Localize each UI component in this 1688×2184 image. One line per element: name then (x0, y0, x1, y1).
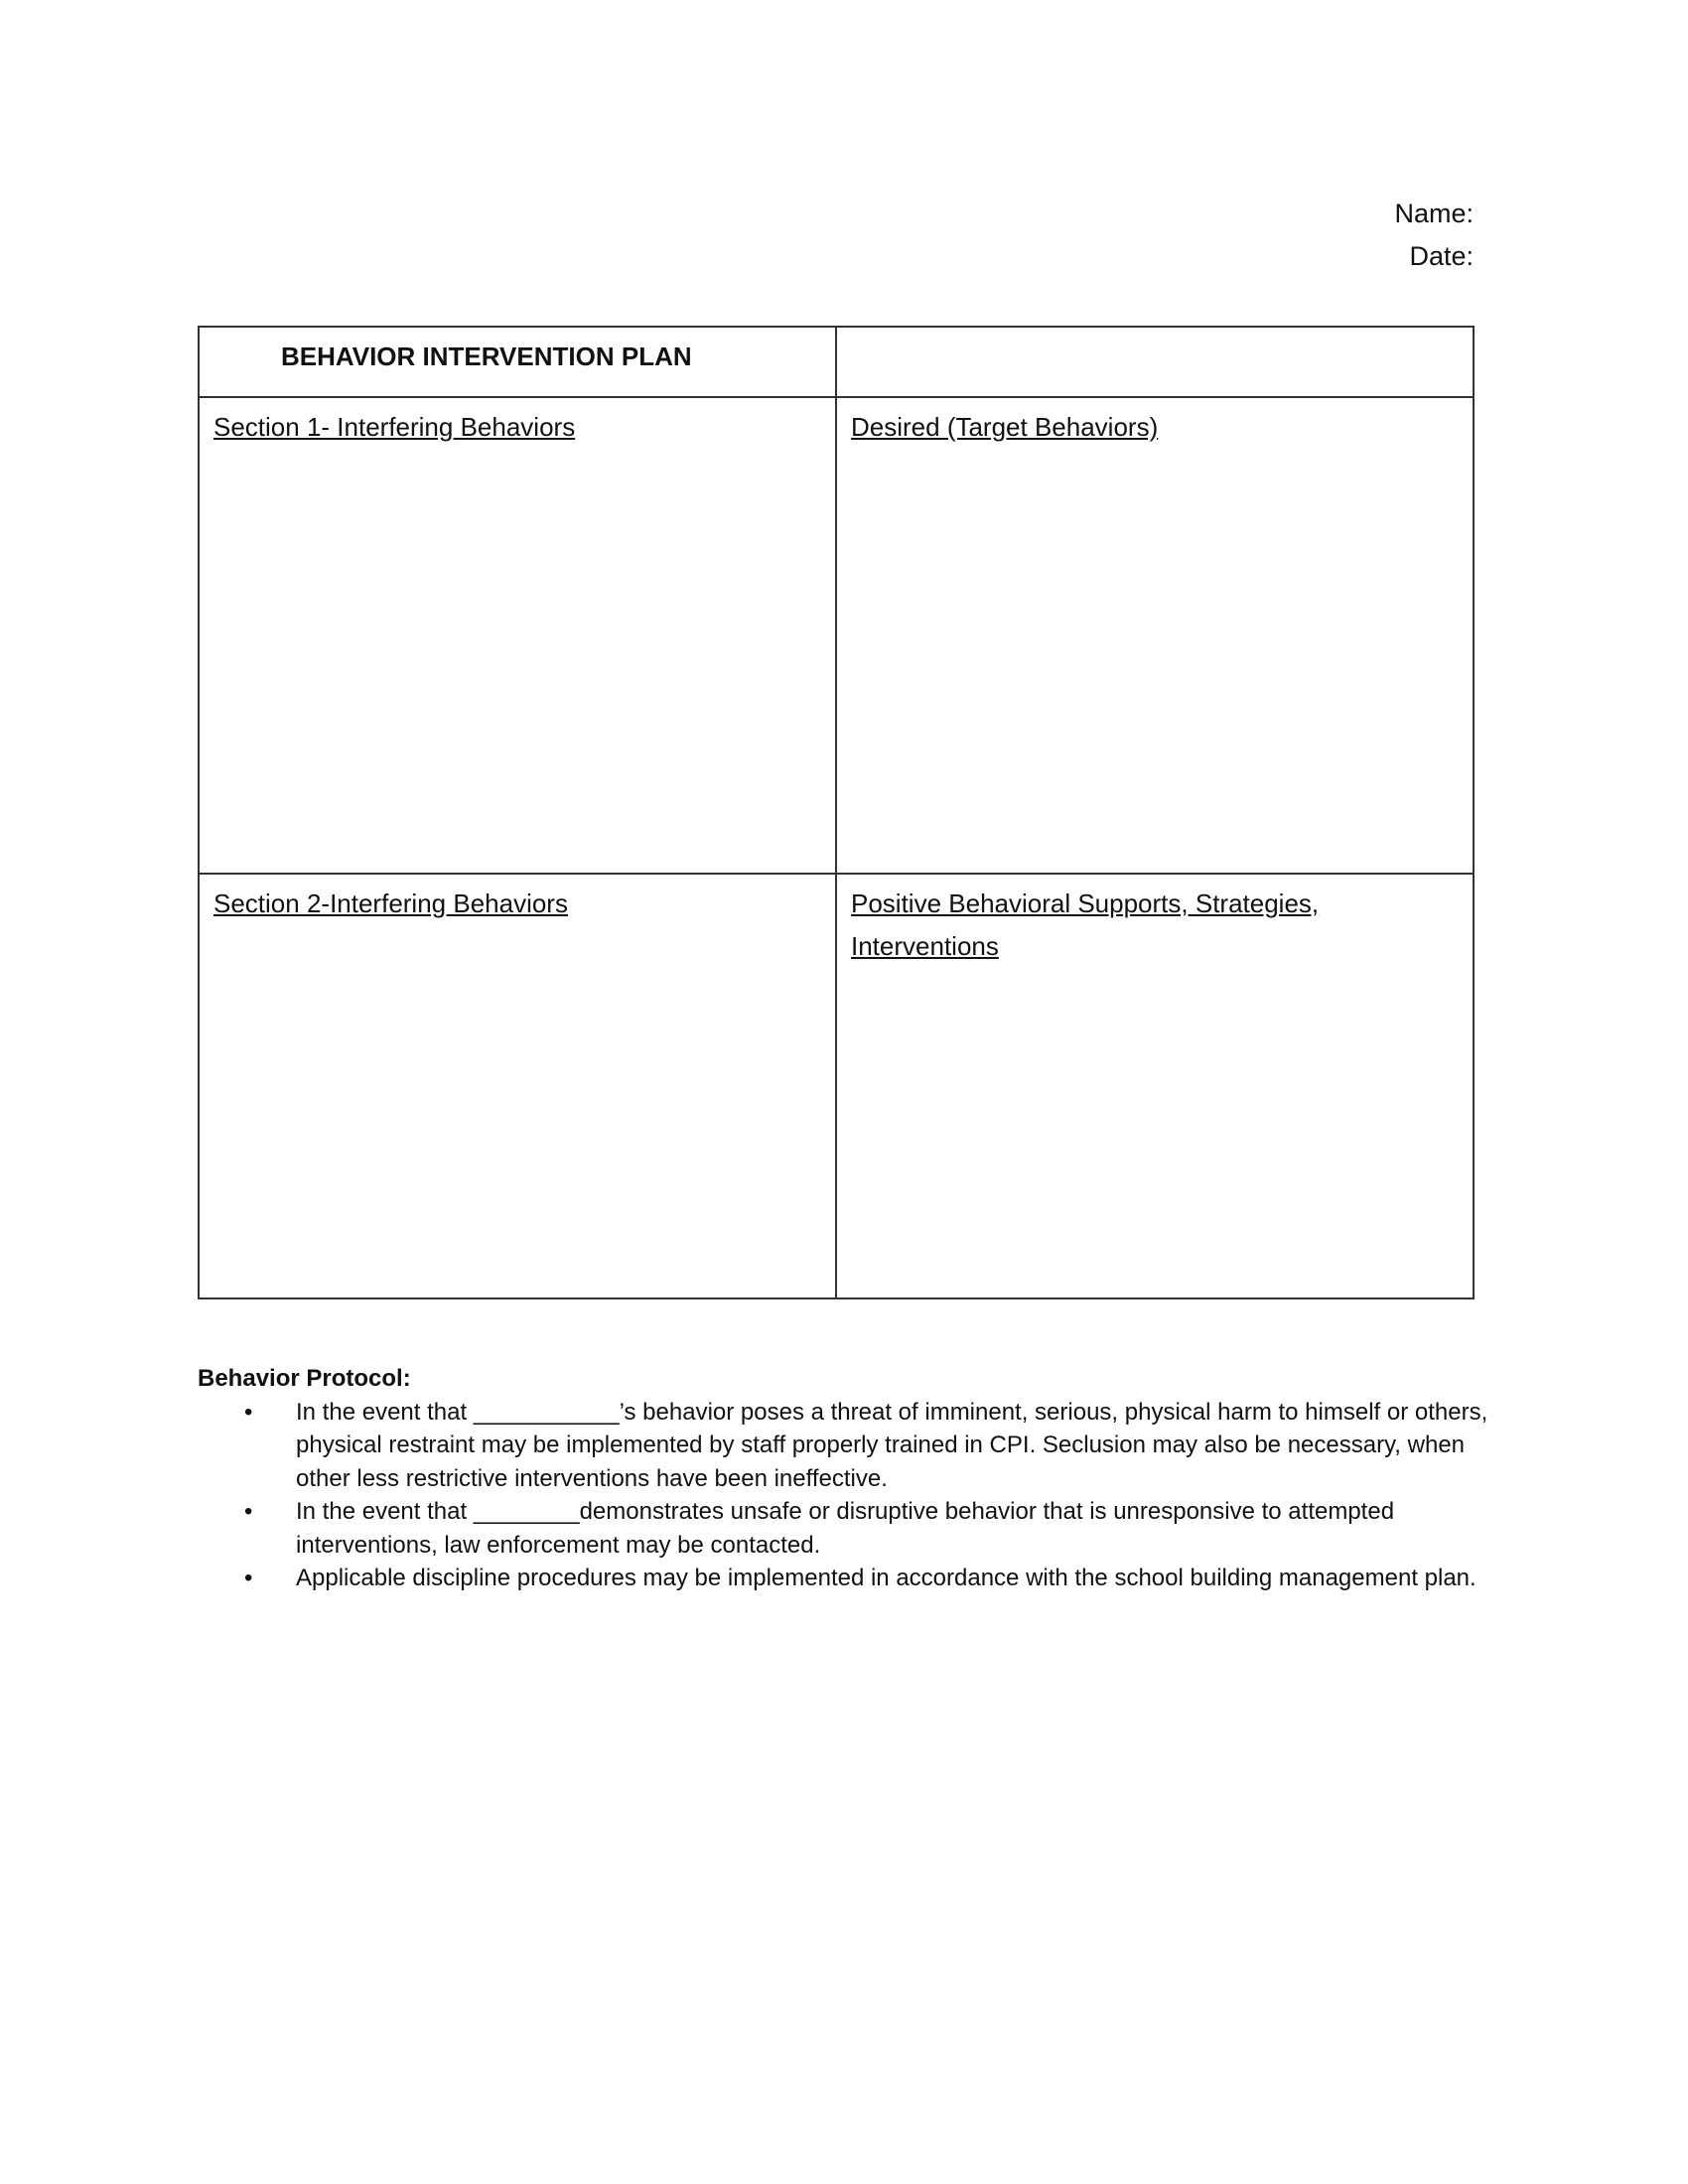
bullet-icon: • (244, 1398, 253, 1426)
supports-heading-line2: Interventions (851, 931, 999, 961)
supports-heading-line1: Positive Behavioral Supports, Strategies, (851, 888, 1320, 918)
plan-title-right-cell[interactable] (836, 327, 1474, 397)
protocol-list (198, 1396, 1488, 1595)
plan-title: BEHAVIOR INTERVENTION PLAN (199, 327, 836, 397)
date-label: Date: (1409, 241, 1474, 271)
desired-cell[interactable] (836, 397, 1474, 874)
protocol-item-text: In the event that ________demonstrates unsafe or disruptive behavior that is unresponsive to attempted interventions, law enforcement may be contacted. (296, 1498, 1395, 1559)
section2-cell[interactable] (199, 874, 836, 1298)
table-row (199, 397, 1474, 874)
desired-heading: Desired (Target Behaviors) (851, 412, 1159, 442)
section2-heading: Section 2-Interfering Behaviors (213, 888, 568, 918)
name-label: Name: (1394, 199, 1474, 228)
list-item (198, 1396, 1488, 1496)
section1-cell[interactable] (199, 397, 836, 874)
protocol-item-text: Applicable discipline procedures may be implemented in accordance with the school building management plan. (296, 1565, 1477, 1591)
supports-cell[interactable] (836, 874, 1474, 1298)
bullet-icon: • (244, 1498, 253, 1525)
bullet-icon: • (244, 1565, 253, 1591)
behavior-protocol (198, 1362, 1488, 1595)
table-row (199, 874, 1474, 1298)
list-item (198, 1495, 1488, 1562)
table-header-row (199, 327, 1474, 397)
list-item (198, 1562, 1488, 1595)
protocol-item-text: In the event that ___________’s behavior poses a threat of imminent, serious, physical harm to himself or others, physical restraint may be implemented by staff properly trained in CPI. Seclusion may also be necessary, when other less restrictive interventions have been ineffective. (296, 1398, 1488, 1492)
protocol-title: Behavior Protocol: (198, 1365, 411, 1392)
behavior-intervention-table (198, 326, 1475, 1299)
section1-heading: Section 1- Interfering Behaviors (213, 412, 576, 442)
